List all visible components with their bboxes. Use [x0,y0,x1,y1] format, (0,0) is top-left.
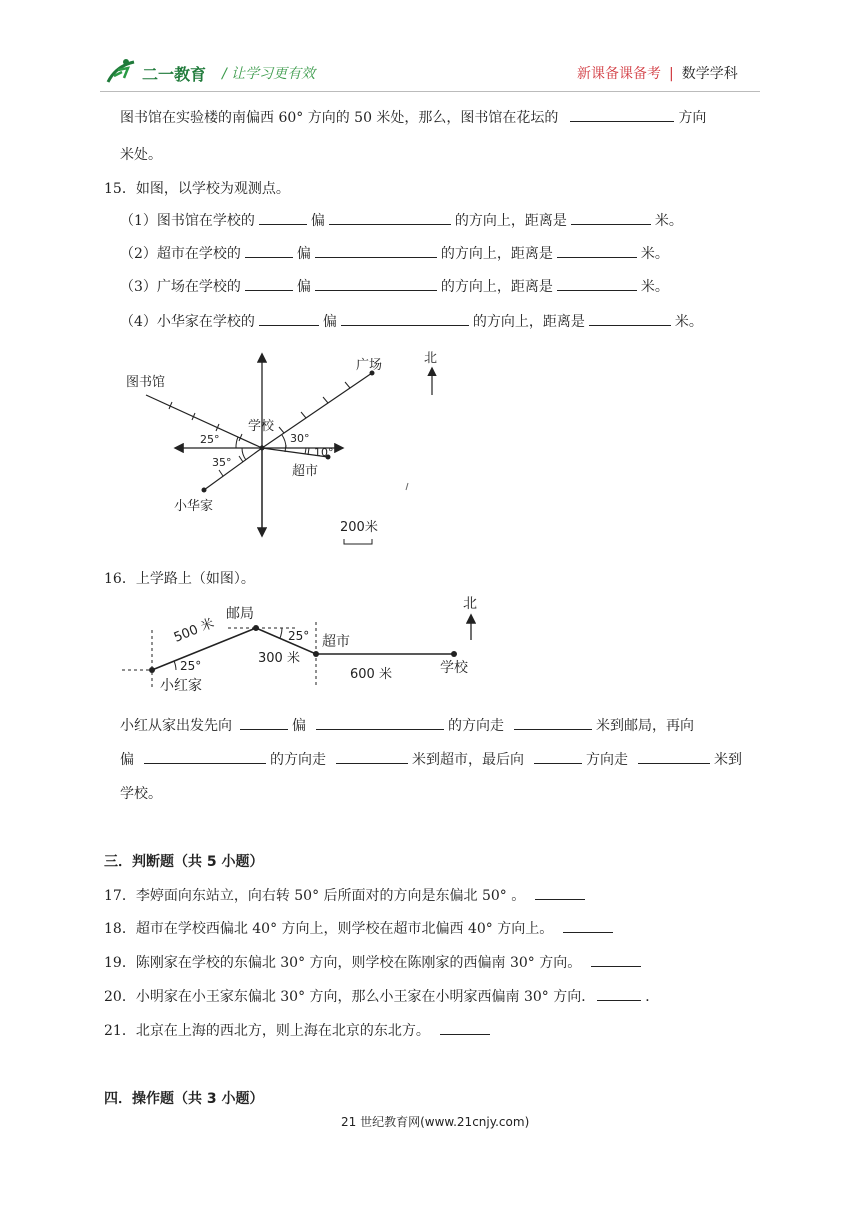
ray-square [262,373,372,448]
q15-item-4 [120,311,703,331]
q15-item-text: 米。 [640,279,669,295]
q14-text-a: 图书馆在实验楼的南偏西 60° 方向的 50 米处，那么，图书馆在花坛的 [120,110,559,126]
answer-blank[interactable] [144,749,266,764]
q14-line2: 米处。 [120,147,162,163]
label-school: 学校 [248,419,275,434]
q19 [104,952,645,972]
answer-blank[interactable] [315,243,437,258]
ray-home [204,448,262,490]
answer-blank[interactable] [638,749,710,764]
q16-text: 米到超市，最后向 [412,752,524,768]
dist-500: 500 米 [171,616,217,646]
judge-text: 18．超市在学校西偏北 40° 方向上，则学校在超市北偏西 40° 方向上。 [104,921,554,937]
q16-text: 偏 [120,752,134,768]
q16-line3: 学校。 [120,786,162,802]
label-home: 小红家 [160,678,202,694]
label-post-office: 邮局 [226,606,254,622]
q15-item-text: 米。 [674,314,703,330]
answer-blank[interactable] [514,715,592,730]
answer-blank[interactable] [535,885,585,900]
header-divider [100,91,760,92]
header-course-label: 新课备课备考 [577,66,661,82]
header-right [577,63,738,83]
q15-compass-figure [110,345,450,550]
answer-blank[interactable] [440,1020,490,1035]
q15-item-text: 米。 [640,246,669,262]
judge-text: 19．陈刚家在学校的东偏北 30° 方向，则学校在陈刚家的西偏南 30° 方向。 [104,955,582,971]
label-home: 小华家 [174,499,214,514]
section3-title: 三．判断题（共 5 小题） [104,854,264,870]
runner-logo-icon [104,56,140,86]
answer-blank[interactable] [589,311,671,326]
q16-text: 米到 [714,752,742,768]
answer-blank[interactable] [245,276,293,291]
q15-item-text: 偏 [310,213,325,229]
q16-text: 偏 [292,718,306,734]
q16-text: 米到邮局，再向 [596,718,694,734]
label-market: 超市 [292,464,319,479]
answer-blank[interactable] [591,952,641,967]
answer-blank[interactable] [341,311,469,326]
label-square: 广场 [356,358,383,373]
q15-item-text: 的方向上，距离是 [440,246,553,262]
q17 [104,885,589,905]
q15-item-text: 的方向上，距离是 [440,279,553,295]
q15-item-2 [120,243,669,263]
q15-item-text: 的方向上，距离是 [472,314,585,330]
q15-item-3 [120,276,669,296]
label-library: 图书馆 [126,375,166,390]
answer-blank[interactable] [245,243,293,258]
label-north: 北 [424,351,438,366]
q16-title: 16．上学路上（如图）。 [104,571,255,587]
section4-title: 四．操作题（共 3 小题） [104,1091,264,1107]
judge-text: 21．北京在上海的西北方，则上海在北京的东北方。 [104,1023,430,1039]
answer-blank[interactable] [597,986,641,1001]
judge-text: ． [645,989,660,1005]
q14-text-b: 方向 [678,110,707,126]
answer-blank[interactable] [240,715,288,730]
q20 [104,986,659,1006]
answer-blank[interactable] [259,210,307,225]
q15-item-text: （3）广场在学校的 [120,279,241,295]
q21 [104,1020,494,1040]
answer-blank[interactable] [571,210,651,225]
angle-35: 35° [212,456,232,469]
q15-item-text: 偏 [322,314,337,330]
angle-25-post: 25° [288,629,310,643]
q15-item-text: 米。 [654,213,683,229]
dist-600: 600 米 [350,667,392,682]
answer-blank[interactable] [316,715,444,730]
q15-item-text: （1）图书馆在学校的 [120,213,255,229]
answer-blank[interactable] [259,311,319,326]
q15-item-text: （2）超市在学校的 [120,246,241,262]
header-slogan: / 让学习更有效 [222,66,316,82]
q16-text: 方向走 [586,752,628,768]
q16-text: 小红从家出发先向 [120,718,232,734]
answer-blank[interactable] [534,749,582,764]
logo-text: 二一教育 [142,65,207,84]
judge-text: 20．小明家在小王家东偏北 30° 方向，那么小王家在小明家西偏南 30° 方向． [104,989,596,1005]
angle-25: 25° [200,433,220,446]
answer-blank[interactable] [336,749,408,764]
answer-blank[interactable] [329,210,451,225]
label-market: 超市 [322,634,350,650]
header-subject-label: 数学学科 [681,66,738,82]
label-school: 学校 [440,660,468,676]
dist-300: 300 米 [258,651,300,666]
q18 [104,918,617,938]
label-north: 北 [463,596,477,612]
answer-blank[interactable] [557,243,637,258]
footer: 21 世纪教育网(www.21cnjy.com) [341,1115,530,1129]
answer-blank[interactable] [570,107,674,122]
answer-blank[interactable] [315,276,437,291]
angle-10: 10° [314,446,334,459]
answer-blank[interactable] [563,918,613,933]
q15-title: 15．如图，以学校为观测点。 [104,181,290,197]
q16-text: 的方向走 [270,752,326,768]
scale-label: 200米 [340,520,378,535]
q16-line1 [120,715,694,735]
q15-item-text: （4）小华家在学校的 [120,314,255,330]
q15-item-text: 的方向上，距离是 [454,213,567,229]
angle-25-home: 25° [180,659,202,673]
judge-text: 17．李婷面向东站立，向右转 50° 后所面对的方向是东偏北 50° 。 [104,888,526,904]
q15-item-text: 偏 [296,279,311,295]
q16-text: 的方向走 [448,718,504,734]
angle-30: 30° [290,432,310,445]
q15-item-text: 偏 [296,246,311,262]
q16-route-figure [118,590,498,700]
q15-item-1 [120,210,683,230]
q16-line2 [120,749,742,769]
answer-blank[interactable] [557,276,637,291]
q14-line1 [120,107,706,127]
header-separator: | [669,66,674,82]
